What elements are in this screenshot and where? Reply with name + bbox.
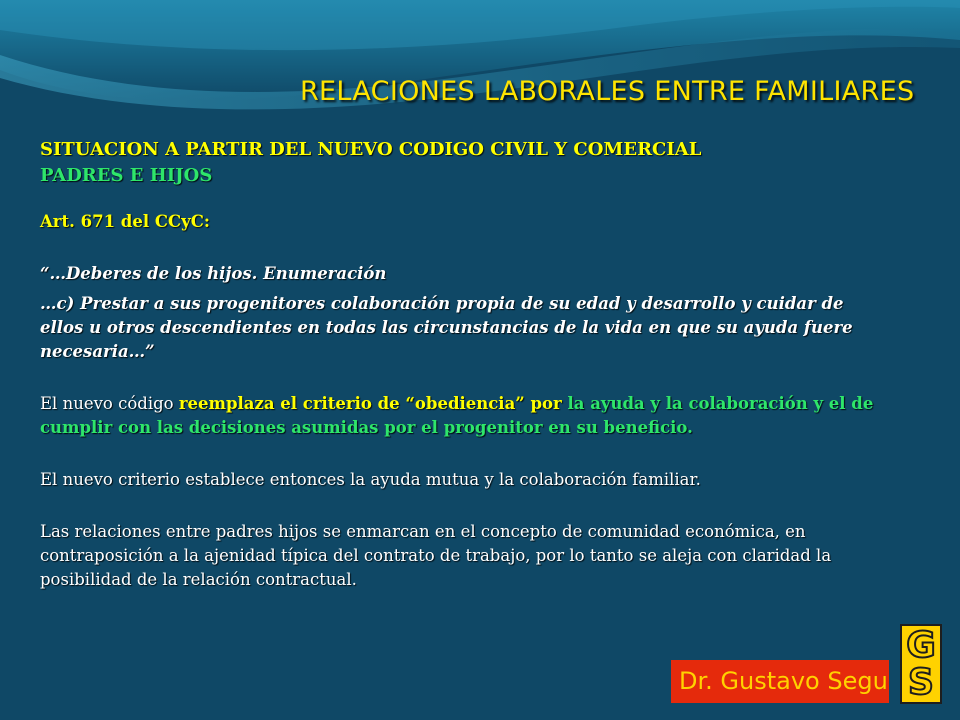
gs-logo (900, 624, 942, 704)
paragraph-new-code-highlight-help: la ayuda y la colaboración y el de cumplir con las decisiones asumidas por el progenitor en su beneficio. (40, 394, 874, 437)
paragraph-new-code-part1: El nuevo código (40, 394, 179, 413)
paragraph-economic-community: Las relaciones entre padres hijos se enmarcan en el concepto de comunidad económica, en contraposición a la ajenidad típica del contrato de trabajo, por lo tanto se aleja con claridad la posibilidad de la relación contractual. (40, 522, 832, 589)
paragraph-mutual-help: El nuevo criterio establece entonces la ayuda mutua y la colaboración familiar. (40, 470, 701, 489)
heading-parents-children: PADRES E HIJOS (40, 165, 213, 186)
article-reference: Art. 671 del CCyC: (40, 212, 210, 231)
slide-title: RELACIONES LABORALES ENTRE FAMILIARES (300, 76, 915, 107)
author-name-banner: Dr. Gustavo Segu (671, 660, 889, 703)
logo-letter-g: G (906, 625, 936, 666)
quote-body: …c) Prestar a sus progenitores colaboración propia de su edad y desarrollo y cuidar de ellos u otros descendientes en todas las circunstancias de la vida en que su ayuda fuere necesaria…” (40, 294, 853, 361)
heading-code: SITUACION A PARTIR DEL NUEVO CODIGO CIVIL Y COMERCIAL (40, 139, 702, 160)
quote-intro: “…Deberes de los hijos. Enumeración (40, 264, 387, 283)
logo-letter-s: S (908, 662, 934, 703)
slide-content (40, 138, 890, 592)
paragraph-new-code-highlight-obedience: reemplaza el criterio de “obediencia” (178, 394, 525, 413)
paragraph-new-code (40, 392, 890, 440)
paragraph-new-code-part3: por (524, 394, 568, 413)
